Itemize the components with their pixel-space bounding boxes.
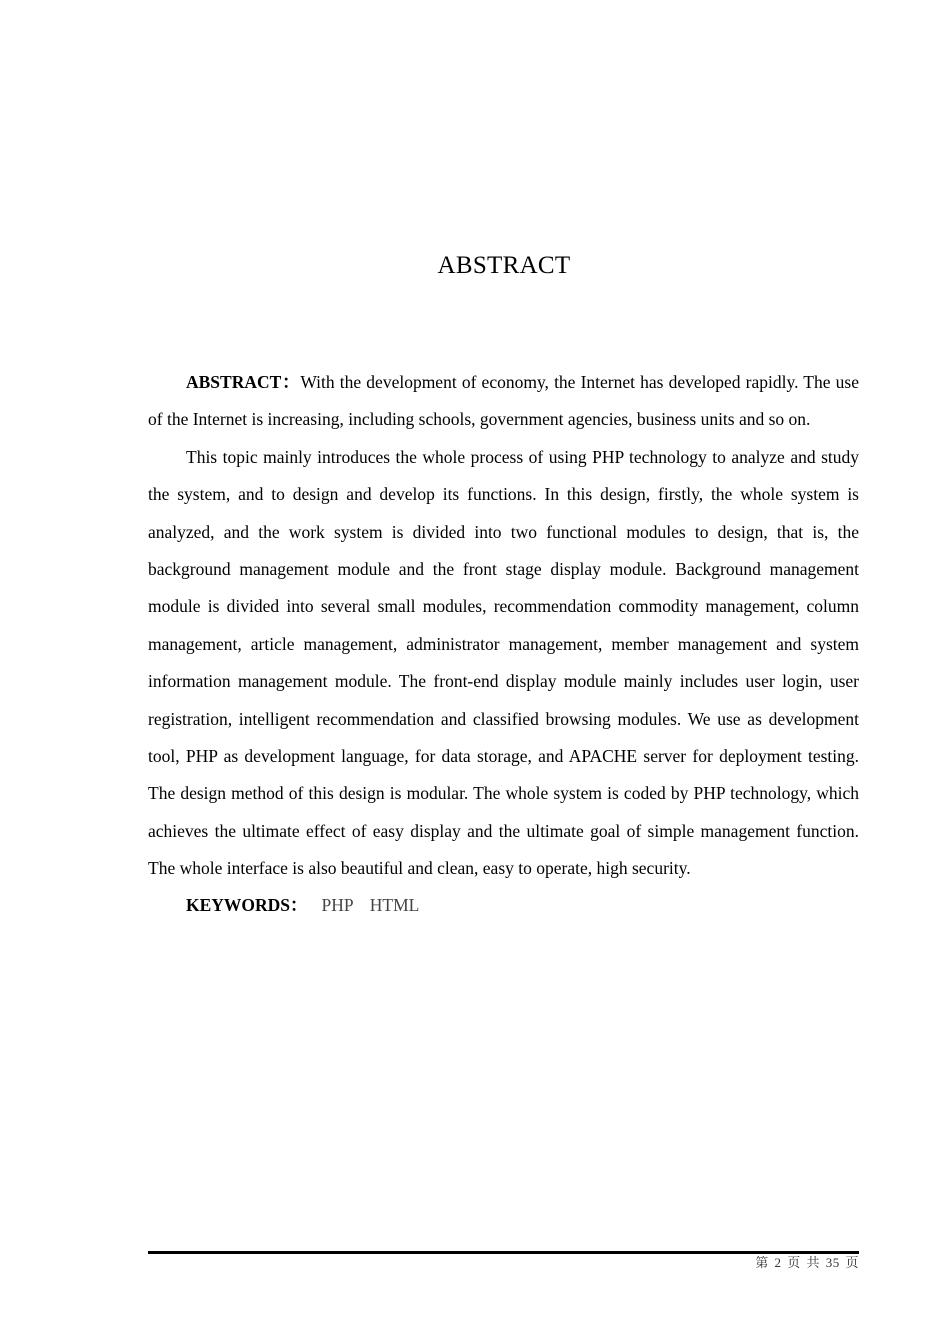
keywords-line: [148, 888, 859, 922]
footer-divider: [148, 1251, 859, 1254]
keywords-values: PHP HTML: [321, 894, 420, 915]
abstract-label: ABSTRACT：: [186, 372, 301, 392]
page-number: 第 2 页 共 35 页: [755, 1255, 859, 1270]
abstract-body: [148, 364, 859, 922]
abstract-paragraph-2: This topic mainly introduces the whole process of using PHP technology to analyze and study the system, and to design and develop its functions. In this design, firstly, the whole system is analyzed, and the work system is divided into two functional modules to design, that is, the background management module and the front stage display module. Background management module is divided into several small modules, recommendation commodity management, column management, article management, administrator management, member management and system information management module. The front-end display module mainly includes user login, user registration, intelligent recommendation and classified browsing modules. We use as development tool, PHP as development language, for data storage, and APACHE server for deployment testing. The design method of this design is modular. The whole system is coded by PHP technology, which achieves the ultimate effect of easy display and the ultimate goal of simple management function. The whole interface is also beautiful and clean, easy to operate, high security.: [148, 446, 859, 879]
keywords-label: KEYWORDS：: [186, 894, 308, 915]
abstract-paragraph-1: [148, 364, 859, 439]
abstract-text-1: With the development of economy, the Internet has developed rapidly. The use of the Internet is increasing, including schools, government agencies, business units and so on.: [148, 372, 859, 430]
page-title: ABSTRACT: [437, 252, 571, 279]
